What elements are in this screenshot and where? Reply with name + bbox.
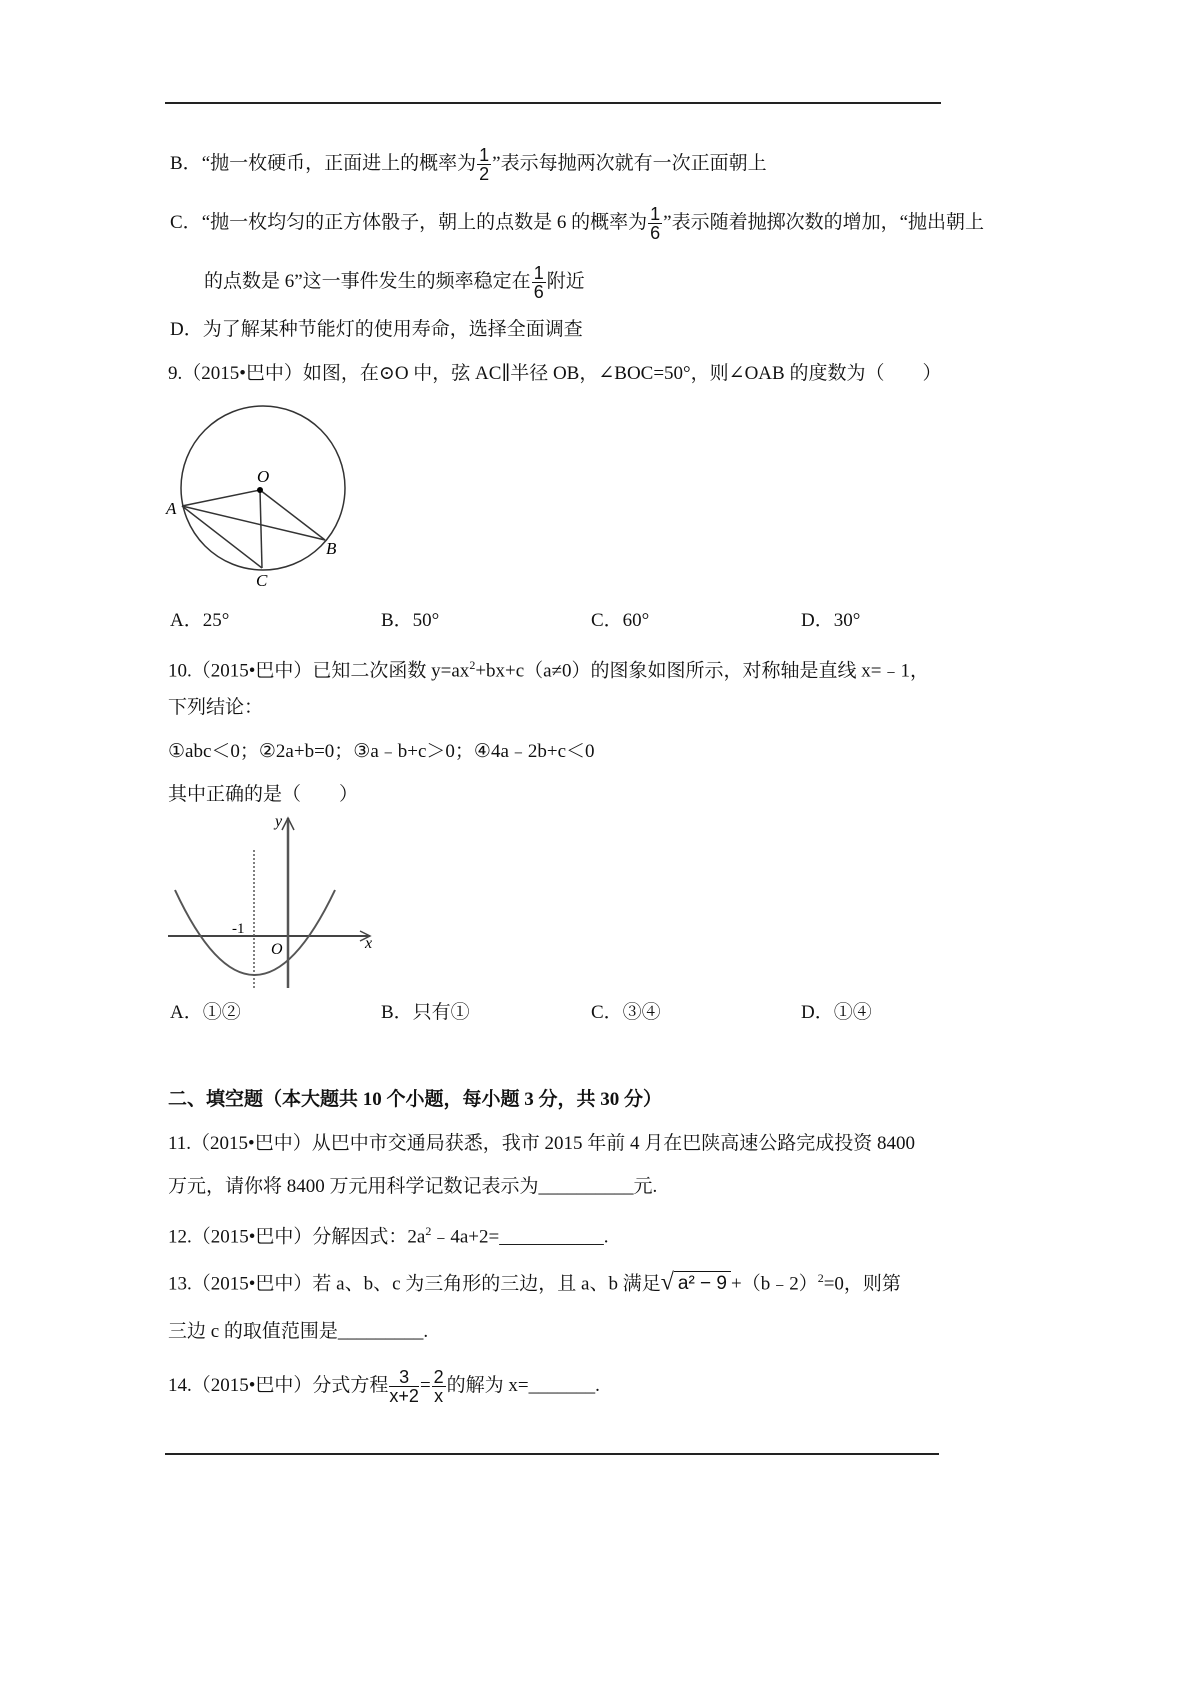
option-text: 为了解某种节能灯的使用寿命，选择全面调查 xyxy=(202,319,583,340)
numerator: 1 xyxy=(479,145,490,165)
q8-option-b xyxy=(170,146,767,183)
fraction xyxy=(432,1368,446,1405)
label-c: C xyxy=(256,571,268,590)
fraction xyxy=(389,1368,419,1405)
q10-option-d: D．①④ xyxy=(801,1002,872,1023)
denominator: 6 xyxy=(533,282,544,302)
stem-text: +bx+c（a≠0）的图象如图所示，对称轴是直线 x=﹣1， xyxy=(475,660,930,682)
fraction xyxy=(532,264,546,301)
fraction xyxy=(648,205,662,242)
label-b: B xyxy=(326,539,337,558)
q8-option-d xyxy=(170,318,583,342)
superscript: 2 xyxy=(425,1224,432,1238)
numerator: 2 xyxy=(433,1367,444,1387)
option-text: 附近 xyxy=(546,270,585,292)
stem-text: 的解为 x=_______. xyxy=(446,1374,600,1396)
numerator: 1 xyxy=(650,204,661,224)
q8-option-c xyxy=(170,205,984,242)
option-text: ”表示随着抛掷次数的增加，“抛出朝上 xyxy=(663,211,985,233)
footer-rule xyxy=(165,1453,939,1455)
option-text: 的点数是 6”这一事件发生的频率稳定在 xyxy=(204,270,531,292)
fraction xyxy=(477,146,491,183)
q10-stem xyxy=(168,653,929,683)
q14 xyxy=(168,1368,600,1405)
denominator: x+2 xyxy=(389,1386,419,1406)
q10-conclusions: ①abc＜0；②2a+b=0；③a﹣b+c＞0；④4a﹣2b+c＜0 xyxy=(168,741,595,762)
parabola-figure xyxy=(160,810,390,995)
option-text: “抛一枚均匀的正方体骰子，朝上的点数是 6 的概率为 xyxy=(201,211,648,233)
q12 xyxy=(168,1219,608,1249)
option-text: “抛一枚硬币，正面进上的概率为 xyxy=(201,152,477,174)
label-x: x xyxy=(365,935,373,952)
q9-option-b: B．50° xyxy=(381,610,440,631)
label-o: O xyxy=(257,467,270,486)
sqrt-expression: a² − 9 xyxy=(674,1271,731,1296)
stem-text: 13.（2015•巴中）若 a、b、c 为三角形的三边，且 a、b 满足 xyxy=(168,1273,661,1295)
q9-stem: 9.（2015•巴中）如图，在⊙O 中，弦 AC∥半径 OB，∠BOC=50°，则∠OAB 的度数为（ ） xyxy=(168,363,942,384)
numerator: 1 xyxy=(533,263,544,283)
stem-text: ﹣4a+2=___________. xyxy=(431,1226,609,1248)
option-label: D． xyxy=(170,319,203,340)
section-heading: 二、填空题（本大题共 10 个小题，每小题 3 分，共 30 分） xyxy=(168,1089,663,1110)
superscript: 2 xyxy=(817,1271,824,1285)
q10-option-c: C．③④ xyxy=(591,1002,661,1023)
circle-figure xyxy=(160,400,360,600)
q9-option-c: C．60° xyxy=(591,610,650,631)
q9-option-a: A．25° xyxy=(170,610,230,631)
numerator: 3 xyxy=(389,1368,419,1387)
stem-text: +（b﹣2） xyxy=(731,1273,818,1295)
option-label: B． xyxy=(170,152,202,174)
denominator: 2 xyxy=(479,164,490,184)
label-minus-one: -1 xyxy=(232,921,245,937)
q10-prompt: 其中正确的是（ ） xyxy=(168,784,359,805)
q11-line1: 11.（2015•巴中）从巴中市交通局获悉，我市 2015 年前 4 月在巴陕高速公路完成投资 8400 xyxy=(168,1133,915,1154)
label-origin: O xyxy=(271,941,283,958)
q10-option-b: B．只有① xyxy=(381,1002,470,1023)
denominator: x xyxy=(434,1386,444,1406)
stem-text: =0，则第 xyxy=(823,1273,901,1295)
q10-line2: 下列结论： xyxy=(168,697,264,718)
label-a: A xyxy=(166,499,177,518)
stem-text: 10.（2015•巴中）已知二次函数 y=ax xyxy=(168,660,470,682)
denominator: 6 xyxy=(650,223,661,243)
stem-text: 12.（2015•巴中）分解因式：2a xyxy=(168,1226,426,1248)
q8-option-c-line2 xyxy=(204,264,585,301)
option-label: C． xyxy=(170,211,202,233)
q10-option-a: A．①② xyxy=(170,1002,241,1023)
equals: = xyxy=(419,1374,431,1396)
q13: 13.（2015•巴中）若 a、b、c 为三角形的三边，且 a、b 满足√ a² − 9 +（b﹣2）$^2$=0，则第 xyxy=(168,1269,901,1296)
q11-line2: 万元，请你将 8400 万元用科学记数记表示为__________元. xyxy=(168,1176,658,1197)
q13-line2: 三边 c 的取值范围是_________. xyxy=(168,1321,429,1342)
header-rule xyxy=(165,102,941,104)
superscript: 2 xyxy=(469,658,476,672)
label-y: y xyxy=(275,813,283,830)
stem-text: 14.（2015•巴中）分式方程 xyxy=(168,1374,389,1396)
option-text: ”表示每抛两次就有一次正面朝上 xyxy=(492,152,767,174)
q9-option-d: D．30° xyxy=(801,610,861,631)
